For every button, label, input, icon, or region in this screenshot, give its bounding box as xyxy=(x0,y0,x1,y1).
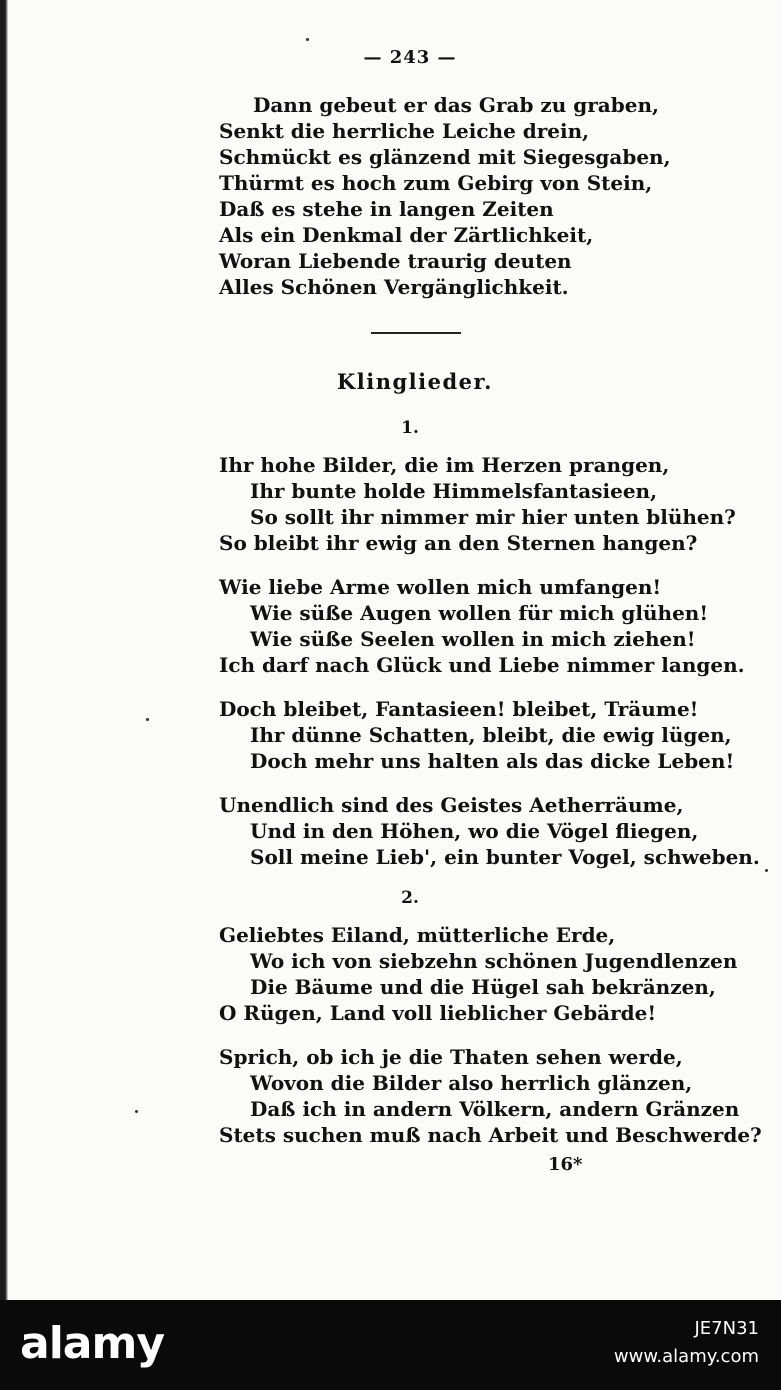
verse-line: Stets suchen muß nach Arbeit und Beschwerde? xyxy=(219,1123,762,1147)
verse-line: Wo ich von siebzehn schönen Jugendlenzen xyxy=(250,949,738,973)
verse-line: Doch mehr uns halten als das dicke Leben! xyxy=(250,749,735,773)
print-speck xyxy=(146,718,149,721)
verse-line: Schmückt es glänzend mit Siegesgaben, xyxy=(219,145,671,169)
print-speck xyxy=(765,869,768,872)
verse-line: Ihr hohe Bilder, die im Herzen prangen, xyxy=(219,453,670,477)
verse-line: Die Bäume und die Hügel sah bekränzen, xyxy=(250,975,716,999)
verse-line: Dann gebeut er das Grab zu graben, xyxy=(253,93,659,117)
watermark-logo: alamy xyxy=(20,1318,164,1369)
verse-line: Wie süße Seelen wollen in mich ziehen! xyxy=(250,627,696,651)
sonnet-number: 1. xyxy=(401,418,419,438)
verse-line: Als ein Denkmal der Zärtlichkeit, xyxy=(219,223,594,247)
watermark-site: www.alamy.com xyxy=(613,1346,759,1367)
page-number: — 243 — xyxy=(363,47,457,68)
verse-line: Ihr dünne Schatten, bleibt, die ewig lügen, xyxy=(250,723,732,747)
print-speck xyxy=(306,38,309,41)
verse-line: Wie süße Augen wollen für mich glühen! xyxy=(250,601,709,625)
verse-line: O Rügen, Land voll lieblicher Gebärde! xyxy=(219,1001,657,1025)
verse-line: Senkt die herrliche Leiche drein, xyxy=(219,119,590,143)
print-speck xyxy=(135,1110,138,1113)
watermark-image-id: JE7N31 xyxy=(694,1318,759,1339)
sonnet-number: 2. xyxy=(401,888,419,908)
verse-line: Thürmt es hoch zum Gebirg von Stein, xyxy=(219,171,653,195)
section-title: Klinglieder. xyxy=(337,369,493,394)
page-edge xyxy=(0,0,8,1300)
verse-line: Wovon die Bilder also herrlich glänzen, xyxy=(250,1071,693,1095)
verse-line: Soll meine Lieb', ein bunter Vogel, schweben. xyxy=(250,845,760,869)
verse-line: Wie liebe Arme wollen mich umfangen! xyxy=(219,575,662,599)
verse-line: Ihr bunte holde Himmelsfantasieen, xyxy=(250,479,658,503)
verse-line: Alles Schönen Vergänglichkeit. xyxy=(219,275,569,299)
verse-line: Ich darf nach Glück und Liebe nimmer langen. xyxy=(219,653,745,677)
verse-line: Doch bleibet, Fantasieen! bleibet, Träume! xyxy=(219,697,699,721)
verse-line: So bleibt ihr ewig an den Sternen hangen? xyxy=(219,531,698,555)
verse-line: Und in den Höhen, wo die Vögel fliegen, xyxy=(250,819,699,843)
verse-line: Daß ich in andern Völkern, andern Gränzen xyxy=(250,1097,740,1121)
catchword: 16* xyxy=(548,1154,583,1175)
section-divider xyxy=(371,332,461,334)
verse-line: Woran Liebende traurig deuten xyxy=(219,249,572,273)
verse-line: Geliebtes Eiland, mütterliche Erde, xyxy=(219,923,616,947)
verse-line: Sprich, ob ich je die Thaten sehen werde, xyxy=(219,1045,683,1069)
verse-line: Unendlich sind des Geistes Aetherräume, xyxy=(219,793,684,817)
verse-line: So sollt ihr nimmer mir hier unten blühen? xyxy=(250,505,736,529)
verse-line: Daß es stehe in langen Zeiten xyxy=(219,197,554,221)
